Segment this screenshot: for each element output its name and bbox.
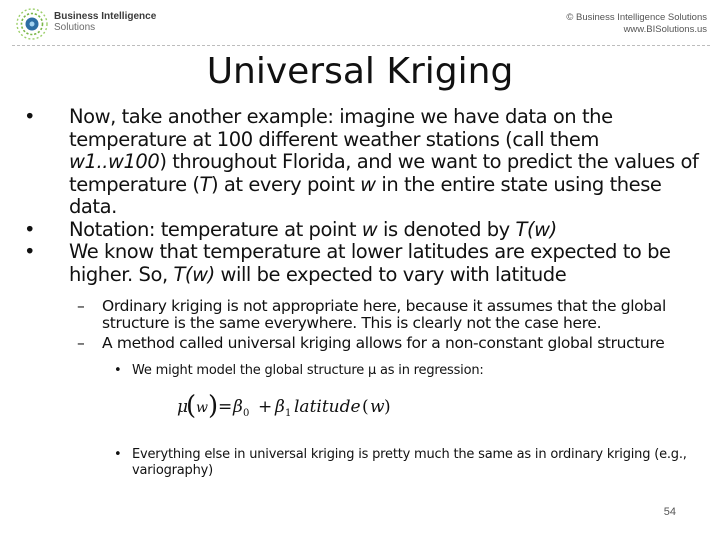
formula-beta0: β: [233, 396, 243, 417]
formula-plus: +: [258, 396, 273, 417]
sub-bullet-universal-kriging: [77, 335, 700, 352]
sub-bullet-marker: –: [77, 334, 85, 352]
sub-bullet-marker: –: [77, 297, 85, 315]
bullet-notation: [24, 219, 700, 242]
point-everything-else: [114, 447, 700, 479]
website-url: www.BISolutions.us: [623, 24, 707, 35]
bullet-emphasis: w: [361, 217, 378, 241]
point-global-structure: [114, 363, 700, 379]
brand-line-1: Business Intelligence: [54, 11, 157, 22]
bullet-marker: •: [24, 240, 36, 263]
bullet-text: ) at every point: [211, 172, 361, 196]
formula-beta1: β: [275, 396, 285, 417]
formula-paren-open-2: (: [362, 396, 369, 417]
bullet-emphasis: T(w): [515, 217, 557, 241]
formula-sub1: 1: [285, 407, 292, 419]
formula-paren-open: (: [186, 390, 197, 421]
sub-bullet-text: A method called universal kriging allows for a non-constant global structure: [102, 334, 665, 352]
bullet-emphasis: T: [199, 172, 211, 196]
slide-title: Universal Kriging: [206, 51, 514, 92]
copyright-line: © Business Intelligence Solutions: [566, 12, 707, 23]
formula-equals: =: [218, 396, 233, 417]
bullet-text: will be expected to vary with latitude: [214, 262, 567, 286]
point-text: Everything else in universal kriging is pretty much the same as in ordinary kriging (e.g., variography): [132, 446, 687, 478]
point-text: We might model the global structure μ as in regression:: [132, 362, 484, 378]
bullet-text: ) throughout Florida, and we want to predict the values of temperature (: [69, 150, 699, 196]
slide-body: [24, 106, 700, 479]
brand-line-2: Solutions: [54, 22, 96, 33]
bullet-text: is denoted by: [377, 217, 516, 241]
bullet-marker: •: [24, 217, 36, 241]
formula-w: w: [196, 399, 208, 416]
bullet-text: We know that temperature at lower latitudes are expected to be higher. So,: [69, 240, 671, 286]
company-logo-icon: [14, 7, 50, 41]
formula-w2: w: [370, 396, 385, 417]
bullet-text: Notation: temperature at point: [69, 217, 362, 241]
sub-bullet-text: Ordinary kriging is not appropriate here, because it assumes that the global structure is the same everywhere. This is clearly not the case here.: [102, 297, 666, 332]
sub-bullet-ordinary-kriging: [77, 298, 700, 331]
regression-formula: [177, 385, 417, 429]
formula-paren-close: ): [208, 390, 219, 421]
formula-sub0: 0: [243, 407, 250, 419]
page-number: 54: [663, 506, 676, 518]
copyright-notice: [566, 12, 707, 36]
bullet-text: Now, take another example: imagine we have data on the temperature at 100 different weather stations (call them: [69, 105, 613, 151]
bullet-marker: •: [24, 105, 36, 128]
point-marker: •: [114, 446, 122, 462]
header-divider: [12, 45, 710, 46]
bullet-latitude: [24, 241, 700, 286]
formula-latitude: latitude: [294, 396, 361, 417]
point-marker: •: [114, 362, 122, 378]
bullet-emphasis: w1..w100: [69, 150, 160, 173]
bullet-text: in the entire state using these data.: [69, 172, 662, 218]
bullet-emphasis: T(w): [173, 262, 215, 286]
bullet-example: [24, 106, 700, 219]
brand-name: [54, 11, 156, 33]
formula-paren-close-2: ): [384, 396, 391, 417]
formula-mu: μ: [177, 396, 189, 417]
bullet-emphasis: w: [360, 172, 376, 196]
